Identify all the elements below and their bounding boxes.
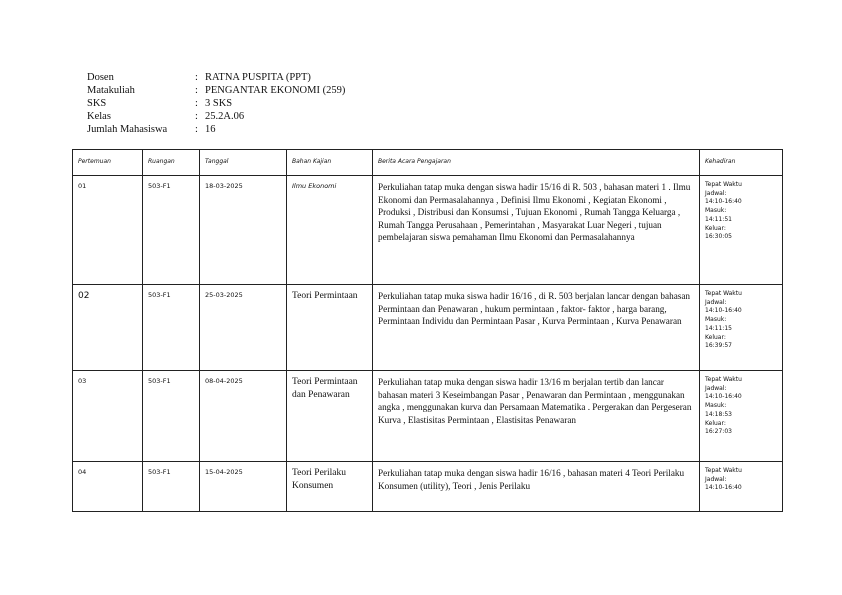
cell-kehadiran [700, 371, 783, 462]
info-separator: : [195, 124, 198, 135]
kehadiran-keluar-label: Keluar: [705, 333, 726, 341]
kehadiran-jadwal-label: Jadwal: [705, 298, 727, 306]
info-value: 25.2A.06 [205, 111, 245, 122]
info-label: Jumlah Mahasiswa [87, 124, 168, 135]
cell-pertemuan: 03 [73, 371, 143, 462]
header-tanggal: Tanggal [200, 150, 287, 176]
kehadiran-keluar-label: Keluar: [705, 419, 726, 427]
kehadiran-jadwal-value: 14:10-16:40 [705, 393, 742, 401]
table-row [73, 462, 783, 512]
kehadiran-jadwal-value: 14:10-16:40 [705, 484, 742, 492]
kehadiran-keluar-label: Keluar: [705, 224, 726, 232]
cell-ruangan: 503-F1 [143, 285, 200, 371]
header-ruangan: Ruangan [143, 150, 200, 176]
cell-pertemuan: 01 [73, 176, 143, 285]
info-separator: : [195, 72, 198, 83]
info-label: SKS [87, 98, 107, 109]
kehadiran-masuk-value: 14:18:53 [705, 410, 732, 418]
info-value: RATNA PUSPITA (PPT) [205, 72, 311, 83]
info-row-jumlah-mahasiswa [87, 123, 345, 136]
kehadiran-jadwal-label: Jadwal: [705, 475, 727, 483]
table-row [73, 176, 783, 285]
kehadiran-masuk-label: Masuk: [705, 207, 727, 215]
info-label: Matakuliah [87, 85, 135, 96]
cell-tanggal: 18-03-2025 [200, 176, 287, 285]
header-berita-acara: Berita Acara Pengajaran [373, 150, 700, 176]
info-value: 16 [205, 124, 216, 135]
kehadiran-status: Tepat Waktu [705, 181, 742, 188]
info-row-dosen [87, 71, 345, 84]
cell-bahan-kajian: Teori Permintaan [287, 285, 373, 371]
kehadiran-keluar-value: 16:27:03 [705, 428, 732, 436]
cell-pertemuan: 04 [73, 462, 143, 512]
info-separator: : [195, 85, 198, 96]
cell-tanggal: 08-04-2025 [200, 371, 287, 462]
cell-pertemuan: 02 [73, 285, 143, 371]
cell-tanggal: 25-03-2025 [200, 285, 287, 371]
kehadiran-jadwal-value: 14:10-16:40 [705, 307, 742, 315]
kehadiran-jadwal-label: Jadwal: [705, 189, 727, 197]
cell-berita-acara: Perkuliahan tatap muka dengan siswa hadir 16/16 , bahasan materi 4 Teori Perilaku Konsumen (utility), Teori , Jenis Perilaku [373, 462, 700, 512]
info-label: Kelas [87, 111, 111, 122]
cell-berita-acara: Perkuliahan tatap muka dengan siswa hadir 13/16 m berjalan tertib dan lancar bahasan materi 3 Keseimbangan Pasar , Penawaran dan Permintaan , menggunakan angka , menggunakan kurva dan Persamaan Matematika . Pergerakan dan Pergeseran Kurva , Elastisitas Permintaan , Elastisitas Penawaran [373, 371, 700, 462]
info-label: Dosen [87, 72, 114, 83]
kehadiran-status: Tepat Waktu [705, 376, 742, 383]
kehadiran-masuk-value: 14:11:15 [705, 324, 732, 332]
cell-kehadiran [700, 285, 783, 371]
header-kehadiran: Kehadiran [700, 150, 783, 176]
kehadiran-jadwal-value: 14:10-16:40 [705, 198, 742, 206]
course-info [87, 71, 345, 136]
kehadiran-status: Tepat Waktu [705, 290, 742, 297]
table-row [73, 371, 783, 462]
info-row-sks [87, 97, 345, 110]
cell-ruangan: 503-F1 [143, 371, 200, 462]
kehadiran-keluar-value: 16:39:57 [705, 342, 732, 350]
cell-berita-acara: Perkuliahan tatap muka dengan siswa hadir 15/16 di R. 503 , bahasan materi 1 . Ilmu Ekonomi dan Permasalahannya , Definisi Ilmu Ekonomi , Kegiatan Ekonomi , Produksi , Distribusi dan Konsumsi , Tujuan Ekonomi , Rumah Tangga Keluarga , Rumah Tangga Perusahaan , Pemerintahan , Masyarakat Luar Negeri , tujuan pembelajaran siswa pemahaman Ilmu Ekonomi dan Permasalahannya [373, 176, 700, 285]
info-separator: : [195, 111, 198, 122]
table-row [73, 285, 783, 371]
kehadiran-jadwal-label: Jadwal: [705, 384, 727, 392]
cell-bahan-kajian: Teori Permintaan dan Penawaran [287, 371, 373, 462]
kehadiran-status: Tepat Waktu [705, 467, 742, 474]
kehadiran-masuk-label: Masuk: [705, 402, 727, 410]
cell-tanggal: 15-04-2025 [200, 462, 287, 512]
cell-kehadiran [700, 462, 783, 512]
info-value: PENGANTAR EKONOMI (259) [205, 85, 346, 96]
table-header-row [73, 150, 783, 176]
cell-ruangan: 503-F1 [143, 176, 200, 285]
info-value: 3 SKS [205, 98, 233, 109]
header-bahan-kajian: Bahan Kajian [287, 150, 373, 176]
cell-ruangan: 503-F1 [143, 462, 200, 512]
cell-berita-acara: Perkuliahan tatap muka siswa hadir 16/16 , di R. 503 berjalan lancar dengan bahasan Permintaan dan Penawaran , hukum permintaan , faktor- faktor , harga barang, Permintaan Individu dan Permintaan Pasar , Kurva Permintaan , Kurva Penawaran [373, 285, 700, 371]
cell-bahan-kajian: Ilmu Ekonomi [287, 176, 373, 285]
kehadiran-masuk-label: Masuk: [705, 316, 727, 324]
info-separator: : [195, 98, 198, 109]
cell-bahan-kajian: Teori Perilaku Konsumen [287, 462, 373, 512]
info-row-kelas [87, 110, 345, 123]
cell-kehadiran [700, 176, 783, 285]
header-pertemuan: Pertemuan [73, 150, 143, 176]
teaching-log-table [72, 149, 783, 512]
kehadiran-masuk-value: 14:11:51 [705, 215, 732, 223]
kehadiran-keluar-value: 16:30:05 [705, 233, 732, 241]
info-row-matakuliah [87, 84, 345, 97]
